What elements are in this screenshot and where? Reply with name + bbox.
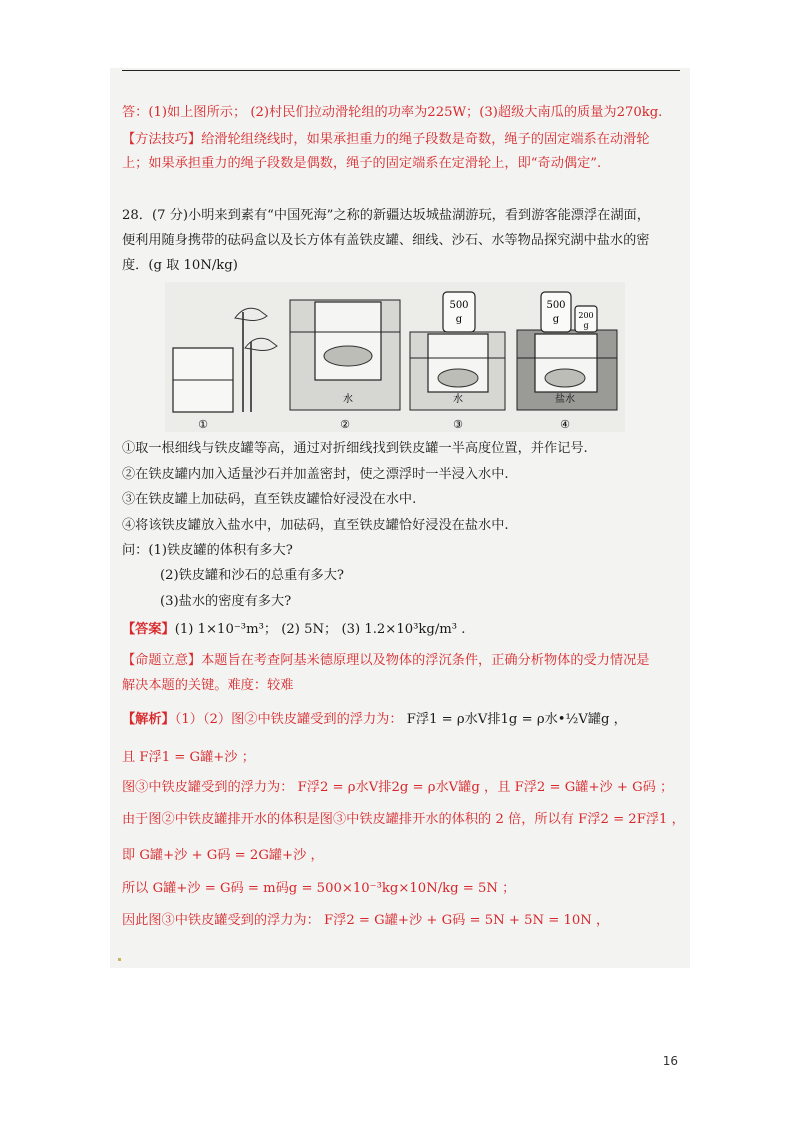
answer-tag: 【答案】 xyxy=(122,622,175,637)
scan-speck xyxy=(118,958,121,961)
analysis-line1-formula: F浮1 = ρ水V排1g = ρ水•½V罐g ， xyxy=(406,712,627,727)
analysis-line2: 且 F浮1 = G罐+沙 ； xyxy=(122,750,255,765)
analysis-line7 xyxy=(122,911,609,931)
analysis-line3 xyxy=(122,778,673,798)
intent-line1: 【命题立意】本题旨在考查阿基米德原理以及物体的浮沉条件，正确分析物体的受力情况是 xyxy=(122,653,650,668)
step-1: ①取一根细线与铁皮罐等高，通过对折细线找到铁皮罐一半高度位置，并作记号. xyxy=(122,441,588,456)
panel-1-label: ① xyxy=(198,418,208,431)
experiment-figure xyxy=(165,282,625,432)
intent-line2: 解决本题的关键。难度：较难 xyxy=(122,678,294,693)
panel-3-weight-value: 500 xyxy=(449,300,469,311)
analysis-line3-text: 图③中铁皮罐受到的浮力为： xyxy=(122,780,294,795)
panel-4-weight-500-value: 500 xyxy=(546,300,566,311)
analysis-line1-text: （1）（2）图②中铁皮罐受到的浮力为： xyxy=(174,712,403,727)
experiment-illustration xyxy=(165,282,625,432)
panel-3-water-label: 水 xyxy=(453,394,463,405)
page-number: 16 xyxy=(662,1054,678,1068)
analysis-tag: 【解析】 xyxy=(122,712,175,727)
panel-4-weight-200-unit: g xyxy=(583,321,589,330)
analysis-line5: 即 G罐+沙 + G码 = 2G罐+沙 ， xyxy=(122,848,324,863)
question-line2: 便利用随身携带的砝码盒以及长方体有盖铁皮罐、细线、沙石、水等物品探究湖中盐水的密 xyxy=(122,233,650,248)
ask-3: (3)盐水的密度有多大? xyxy=(160,594,292,609)
analysis-line1 xyxy=(122,710,627,730)
panel-3-label: ③ xyxy=(453,418,463,431)
question-line1: 28．(7 分)小明来到素有“中国死海”之称的新疆达坂城盐湖游玩，看到游客能漂浮在湖面， xyxy=(122,208,650,223)
panel-4-weight-500-unit: g xyxy=(552,314,560,325)
prev-method-line1: 【方法技巧】给滑轮组绕线时，如果承担重力的绳子段数是奇数，绳子的固定端系在动滑轮 xyxy=(122,132,650,147)
prev-method-line2: 上；如果承担重力的绳子段数是偶数，绳子的固定端系在定滑轮上，即“奇动偶定”. xyxy=(122,156,602,171)
panel-4-salt-water-label: 盐水 xyxy=(555,394,575,405)
weight-500g-icon xyxy=(541,292,571,332)
question-line3: 度．(g 取 10N/kg) xyxy=(122,258,238,273)
panel-3-weight-unit: g xyxy=(455,314,463,325)
answer-text: (1) 1×10⁻³m³； (2) 5N； (3) 1.2×10³kg/m³ . xyxy=(174,622,466,637)
header-rule xyxy=(122,70,680,71)
answer-line xyxy=(122,620,465,640)
step-2: ②在铁皮罐内加入适量沙石并加盖密封，使之漂浮时一半浸入水中. xyxy=(122,467,509,482)
analysis-line6: 所以 G罐+沙 = G码 = m码g = 500×10⁻³kg×10N/kg = 5N ； xyxy=(122,881,516,896)
ask-2: (2)铁皮罐和沙石的总重有多大? xyxy=(160,568,344,583)
weight-500g-icon xyxy=(443,292,475,332)
prev-answer-line1: 答：(1)如上图所示； (2)村民们拉动滑轮组的功率为225W；(3)超级大南瓜的质量为270kg. xyxy=(122,105,663,120)
ask-1: 问：(1)铁皮罐的体积有多大? xyxy=(122,543,293,558)
analysis-line7-text: 因此图③中铁皮罐受到的浮力为： xyxy=(122,913,320,928)
panel-2-water-label: 水 xyxy=(343,394,353,405)
panel-4-label: ④ xyxy=(560,418,570,431)
panel-4-weight-200-value: 200 xyxy=(578,311,594,320)
analysis-line7-formula: F浮2 = G罐+沙 + G码 = 5N + 5N = 10N ， xyxy=(324,913,610,928)
step-4: ④将该铁皮罐放入盐水中，加砝码，直至铁皮罐恰好浸没在盐水中. xyxy=(122,518,509,533)
step-3: ③在铁皮罐上加砝码，直至铁皮罐恰好浸没在水中. xyxy=(122,492,417,507)
panel-2-label: ② xyxy=(340,418,350,431)
analysis-line3-formula: F浮2 = ρ水V排2g = ρ水V罐g ，且 F浮2 = G罐+沙 + G码 ； xyxy=(297,780,674,795)
analysis-line4: 由于图②中铁皮罐排开水的体积是图③中铁皮罐排开水的体积的 2 倍，所以有 F浮2 = 2F浮1 ， xyxy=(122,812,685,827)
